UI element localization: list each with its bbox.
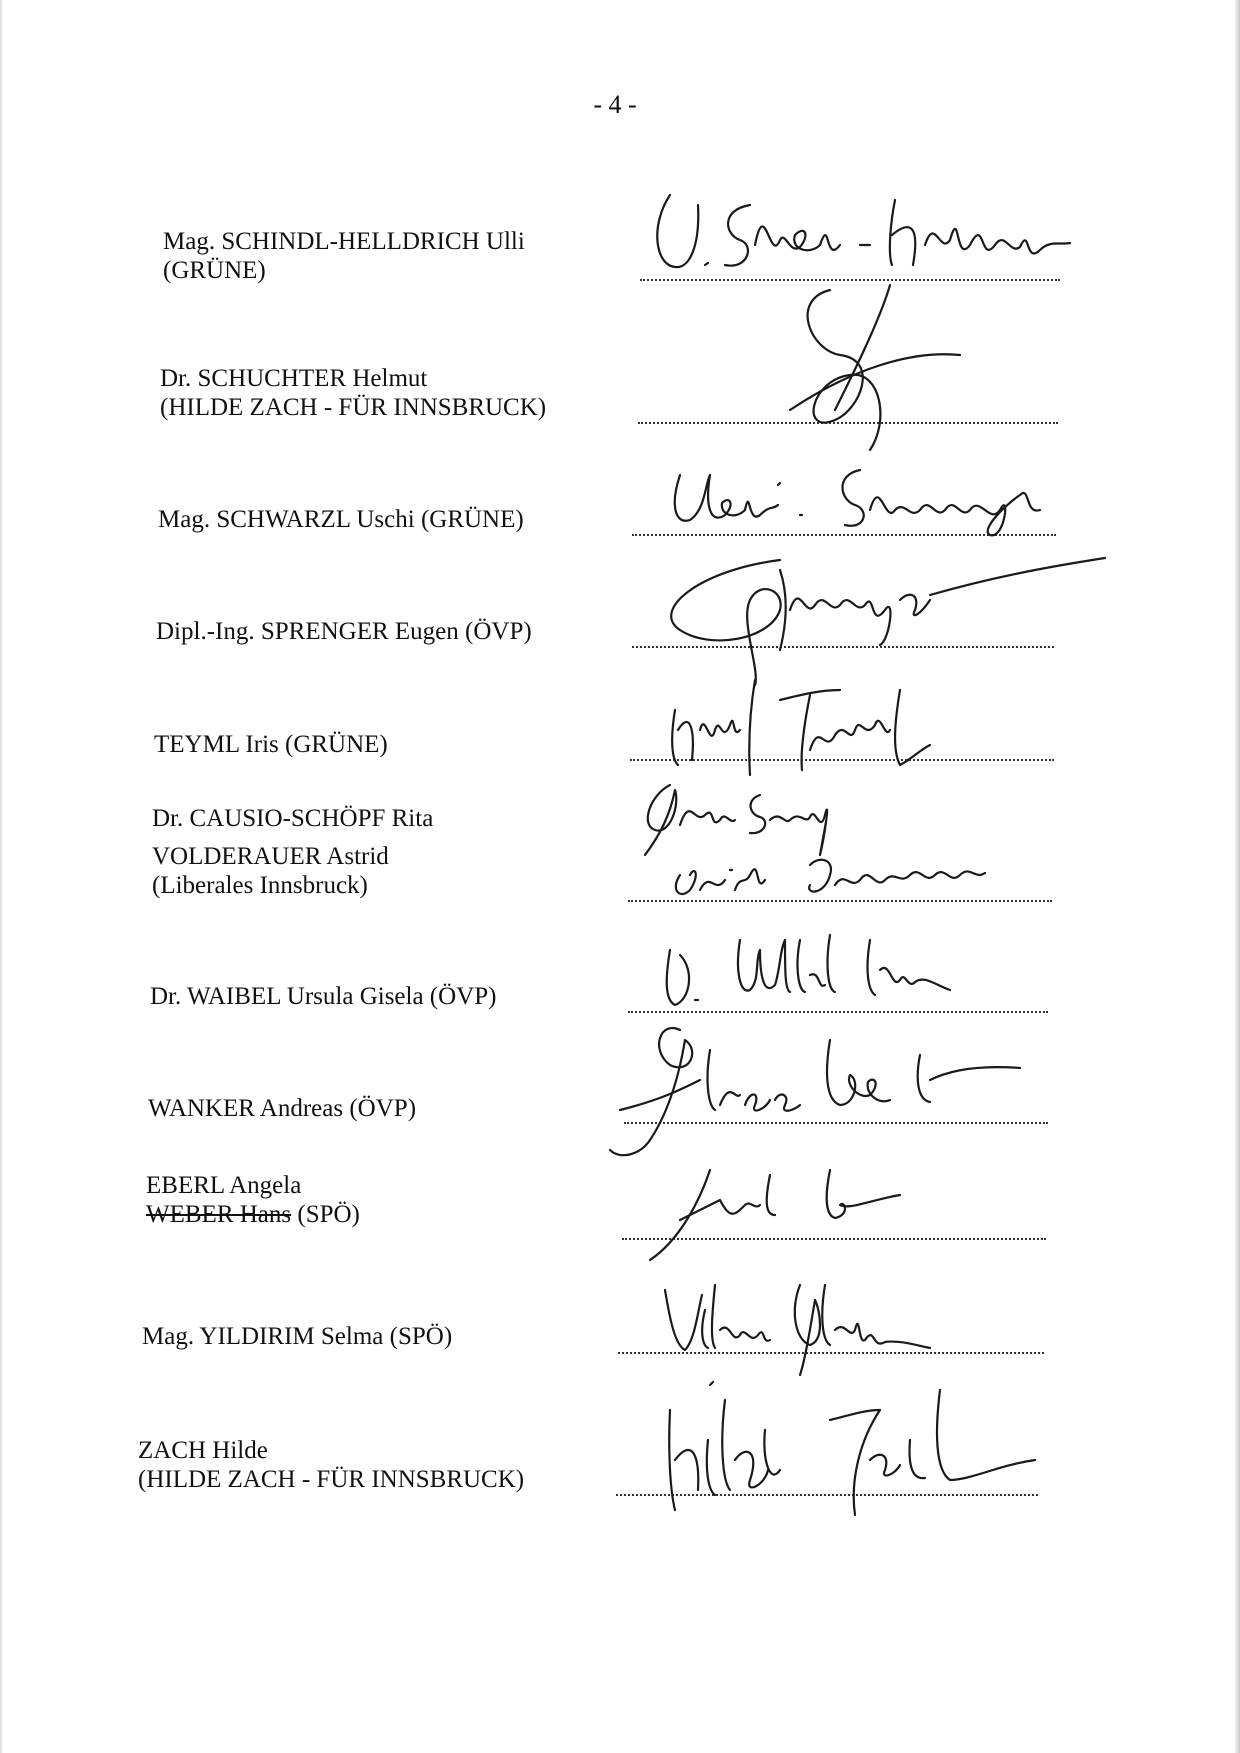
signature-sprenger bbox=[640, 550, 1110, 690]
scan-edge-right bbox=[1234, 0, 1240, 1753]
signatory-entry bbox=[152, 804, 433, 833]
signatory-entry bbox=[160, 364, 546, 422]
signatory-entry bbox=[142, 1322, 452, 1351]
signatory-name: Mag. SCHWARZL Uschi (GRÜNE) bbox=[158, 506, 524, 533]
struck-name: WEBER Hans bbox=[146, 1201, 292, 1228]
signatory-name: WANKER Andreas (ÖVP) bbox=[148, 1095, 417, 1122]
signatory-name: Dr. SCHUCHTER Helmut bbox=[160, 365, 428, 392]
signatory-entry bbox=[146, 1171, 360, 1229]
signatory-name: ZACH Hilde bbox=[138, 1437, 268, 1464]
signatory-party: (HILDE ZACH - FÜR INNSBRUCK) bbox=[160, 394, 547, 421]
signatory-party: (Liberales Innsbruck) bbox=[152, 872, 368, 899]
signature-teyml bbox=[660, 670, 960, 780]
signature-yildirim bbox=[650, 1270, 940, 1380]
signatory-name: VOLDERAUER Astrid bbox=[152, 843, 389, 870]
signature-schuchter bbox=[770, 280, 970, 460]
signatory-entry bbox=[152, 842, 389, 900]
signatory-entry bbox=[150, 982, 496, 1011]
signatory-entry bbox=[163, 227, 525, 285]
signatory-entry bbox=[148, 1094, 416, 1123]
signatory-entry bbox=[138, 1436, 524, 1494]
signatory-party: (GRÜNE) bbox=[163, 257, 266, 284]
page-number: - 4 - bbox=[593, 90, 637, 119]
signatory-party: (HILDE ZACH - FÜR INNSBRUCK) bbox=[138, 1466, 525, 1493]
signature-wanker bbox=[600, 1010, 1050, 1170]
signatory-party: (SPÖ) bbox=[291, 1201, 360, 1228]
signatory-entry bbox=[154, 730, 388, 759]
signatory-name: Dr. WAIBEL Ursula Gisela (ÖVP) bbox=[150, 983, 497, 1010]
signatory-name: Dr. CAUSIO-SCHÖPF Rita bbox=[152, 805, 434, 832]
signature-schwarzl bbox=[660, 455, 1080, 545]
signatory-name: Mag. YILDIRIM Selma (SPÖ) bbox=[142, 1323, 453, 1350]
signature-causio-volderauer bbox=[620, 775, 1040, 915]
signatory-entry bbox=[158, 505, 524, 534]
signature-zach bbox=[650, 1370, 1040, 1520]
scan-edge-left bbox=[0, 0, 3, 1753]
signatory-name: TEYML Iris (GRÜNE) bbox=[154, 731, 388, 758]
signature-eberl bbox=[640, 1160, 920, 1270]
signatory-name: Mag. SCHINDL-HELLDRICH Ulli bbox=[163, 228, 525, 255]
signature-schindl-helldrich bbox=[630, 185, 1080, 285]
signatory-name: Dipl.-Ing. SPRENGER Eugen (ÖVP) bbox=[156, 618, 532, 645]
signature-waibel bbox=[650, 920, 980, 1020]
signatory-entry bbox=[156, 617, 532, 646]
signatory-name: EBERL Angela bbox=[146, 1172, 302, 1199]
signatory-party-line bbox=[146, 1200, 360, 1229]
